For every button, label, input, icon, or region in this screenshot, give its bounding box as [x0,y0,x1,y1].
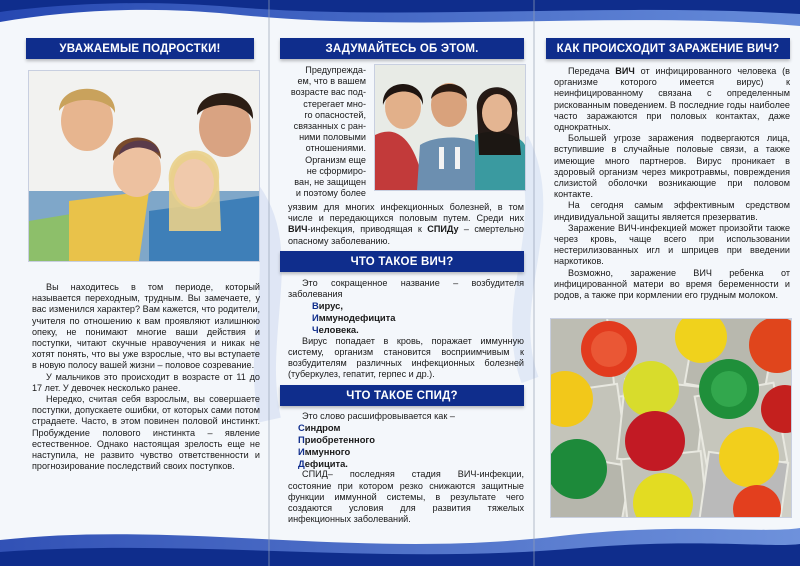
acronym-item: Синдром [298,422,341,434]
aids-intro: Это слово расшифровывается как – [302,411,455,421]
intro-line: ем, что в вашем [297,76,366,87]
hiv-description: Вирус попадает в кровь, поражает иммунную систему, организм становится восприимчивым к возбудителям различных инфекционных болезней (туберкулез, гепатит, герпес и др.). [288,335,524,380]
panel2-intro-continued: уязвим для многих инфекционных болезней, в том числе и передающихся половым путем. Среди них ВИЧ-инфекция, приводящая к СПИДу – смертельно опасному заболеванию. [288,202,524,246]
intro-line: отношениями. [305,143,366,154]
panel-think-about-it [276,0,528,566]
aids-section-header: ЧТО ТАКОЕ СПИД? [280,385,524,406]
fold-line-2 [533,0,535,566]
intro-line: не сформиро- [306,165,366,176]
hiv-intro: Это сокращенное название – возбудителя заболевания [288,278,524,300]
panel-teenagers [10,0,264,566]
acronym-item: Иммунодефицита [312,312,396,324]
panel2-header: ЗАДУМАЙТЕСЬ ОБ ЭТОМ. [280,38,524,59]
panel2-intro-column [280,65,366,199]
aids-emphasis: СПИДу [427,224,459,235]
hiv-emphasis: ВИЧ [288,224,308,235]
hiv-section-header: ЧТО ТАКОЕ ВИЧ? [280,251,524,272]
intro-line: и поэтому более [295,188,366,199]
aids-description: СПИД– последняя стадия ВИЧ-инфекции, состояние при котором резко снижаются защитные функции иммунной системы, в результате чего создаются условия для развития тяжелых инфекционных заболеваний. [288,469,524,525]
acronym-item: Приобретенного [298,434,375,445]
aids-acronym-list [288,422,524,469]
intro-line: стерегает мно- [303,98,366,109]
intro-line: связанных с ран- [293,121,366,132]
panel1-paragraph-1: Вы находитесь в том периоде, который называется переходным, трудным. Вы замечаете, у вас изменился характер? Вам кажется, что родители, учителя по отношению к вам проявляют излишнюю опеку, не понимают многие ваши действия и поступки, читают скучные нравоучения и никак не хотят понять, что вы уже взрослые, что вы вступаете в новую полосу вашей жизни – половое созревание. [32,282,260,371]
fold-line-1 [268,0,270,566]
intro-line: го опасностей, [304,109,366,120]
teenagers-photo [28,70,260,262]
hiv-section [288,278,524,381]
aids-section [288,411,524,525]
panel3-header: КАК ПРОИСХОДИТ ЗАРАЖЕНИЕ ВИЧ? [546,38,790,59]
intro-line: Предупрежда- [305,65,366,75]
acronym-item: Вирус, [312,300,343,312]
panel1-text [32,282,260,472]
acronym-item: Иммунного [298,445,351,457]
intro-line: возрасте вас под- [290,87,366,98]
intro-line: ван, не защищен [294,177,366,188]
panel1-paragraph-2: У мальчиков это происходит в возрасте от 11 до 17 лет. У девочек несколько ранее. [32,371,260,393]
panel3-paragraph-5: Возможно, заражение ВИЧ ребенка от инфицированной матери во время беременности и родов, а также при кормлении его грудным молоком. [554,267,790,301]
intro-line: Организм еще [305,154,366,165]
friends-photo [374,64,526,191]
panel3-paragraph-2: Большей угрозе заражения подвергаются лица, вступившие в случайные половые связи, а также имеющие много партнеров. Вирус проникает в здоровый организм через микротравмы, повреждения слизистой оболочки возникающие при половом контакте. [554,133,790,200]
panel3-text [554,66,790,301]
panel3-paragraph-3: На сегодня самым эффективным средством индивидуальной защиты является презерватив. [554,200,790,222]
acronym-item: Человека. [312,324,359,335]
panel1-header: УВАЖАЕМЫЕ ПОДРОСТКИ! [26,38,254,59]
acronym-item: Дефицита. [298,457,348,469]
panel1-paragraph-3: Нередко, считая себя взрослым, вы совершаете поступки, допускаете ошибки, от которых сами потом страдаете. Часто, в этом повинен половой инстинкт. Пробуждение полового инстинкта – явление естественное. Однако настоящая зрелость еще не наступила, не развито чувство ответственности и прогнозирование последствий своих поступков. [32,394,260,472]
intro-line: ними половыми [299,132,366,143]
hiv-acronym-list [288,300,524,335]
panel3-paragraph-4: Заражение ВИЧ-инфекцией может произойти также через кровь, чаще всего при использовании нестерилизованных игл и шприцев при введении наркотиков. [554,222,790,267]
panel3-paragraph-1: Передача ВИЧ от инфицированного человека (в организме которого имеется вирус) к неинфицированному связана с определенным рискованным поведением. В последние годы наиболее часто заражаются при половых контактах, даже однократных. [554,66,790,133]
condoms-photo [550,318,792,518]
panel-infection [540,0,792,566]
